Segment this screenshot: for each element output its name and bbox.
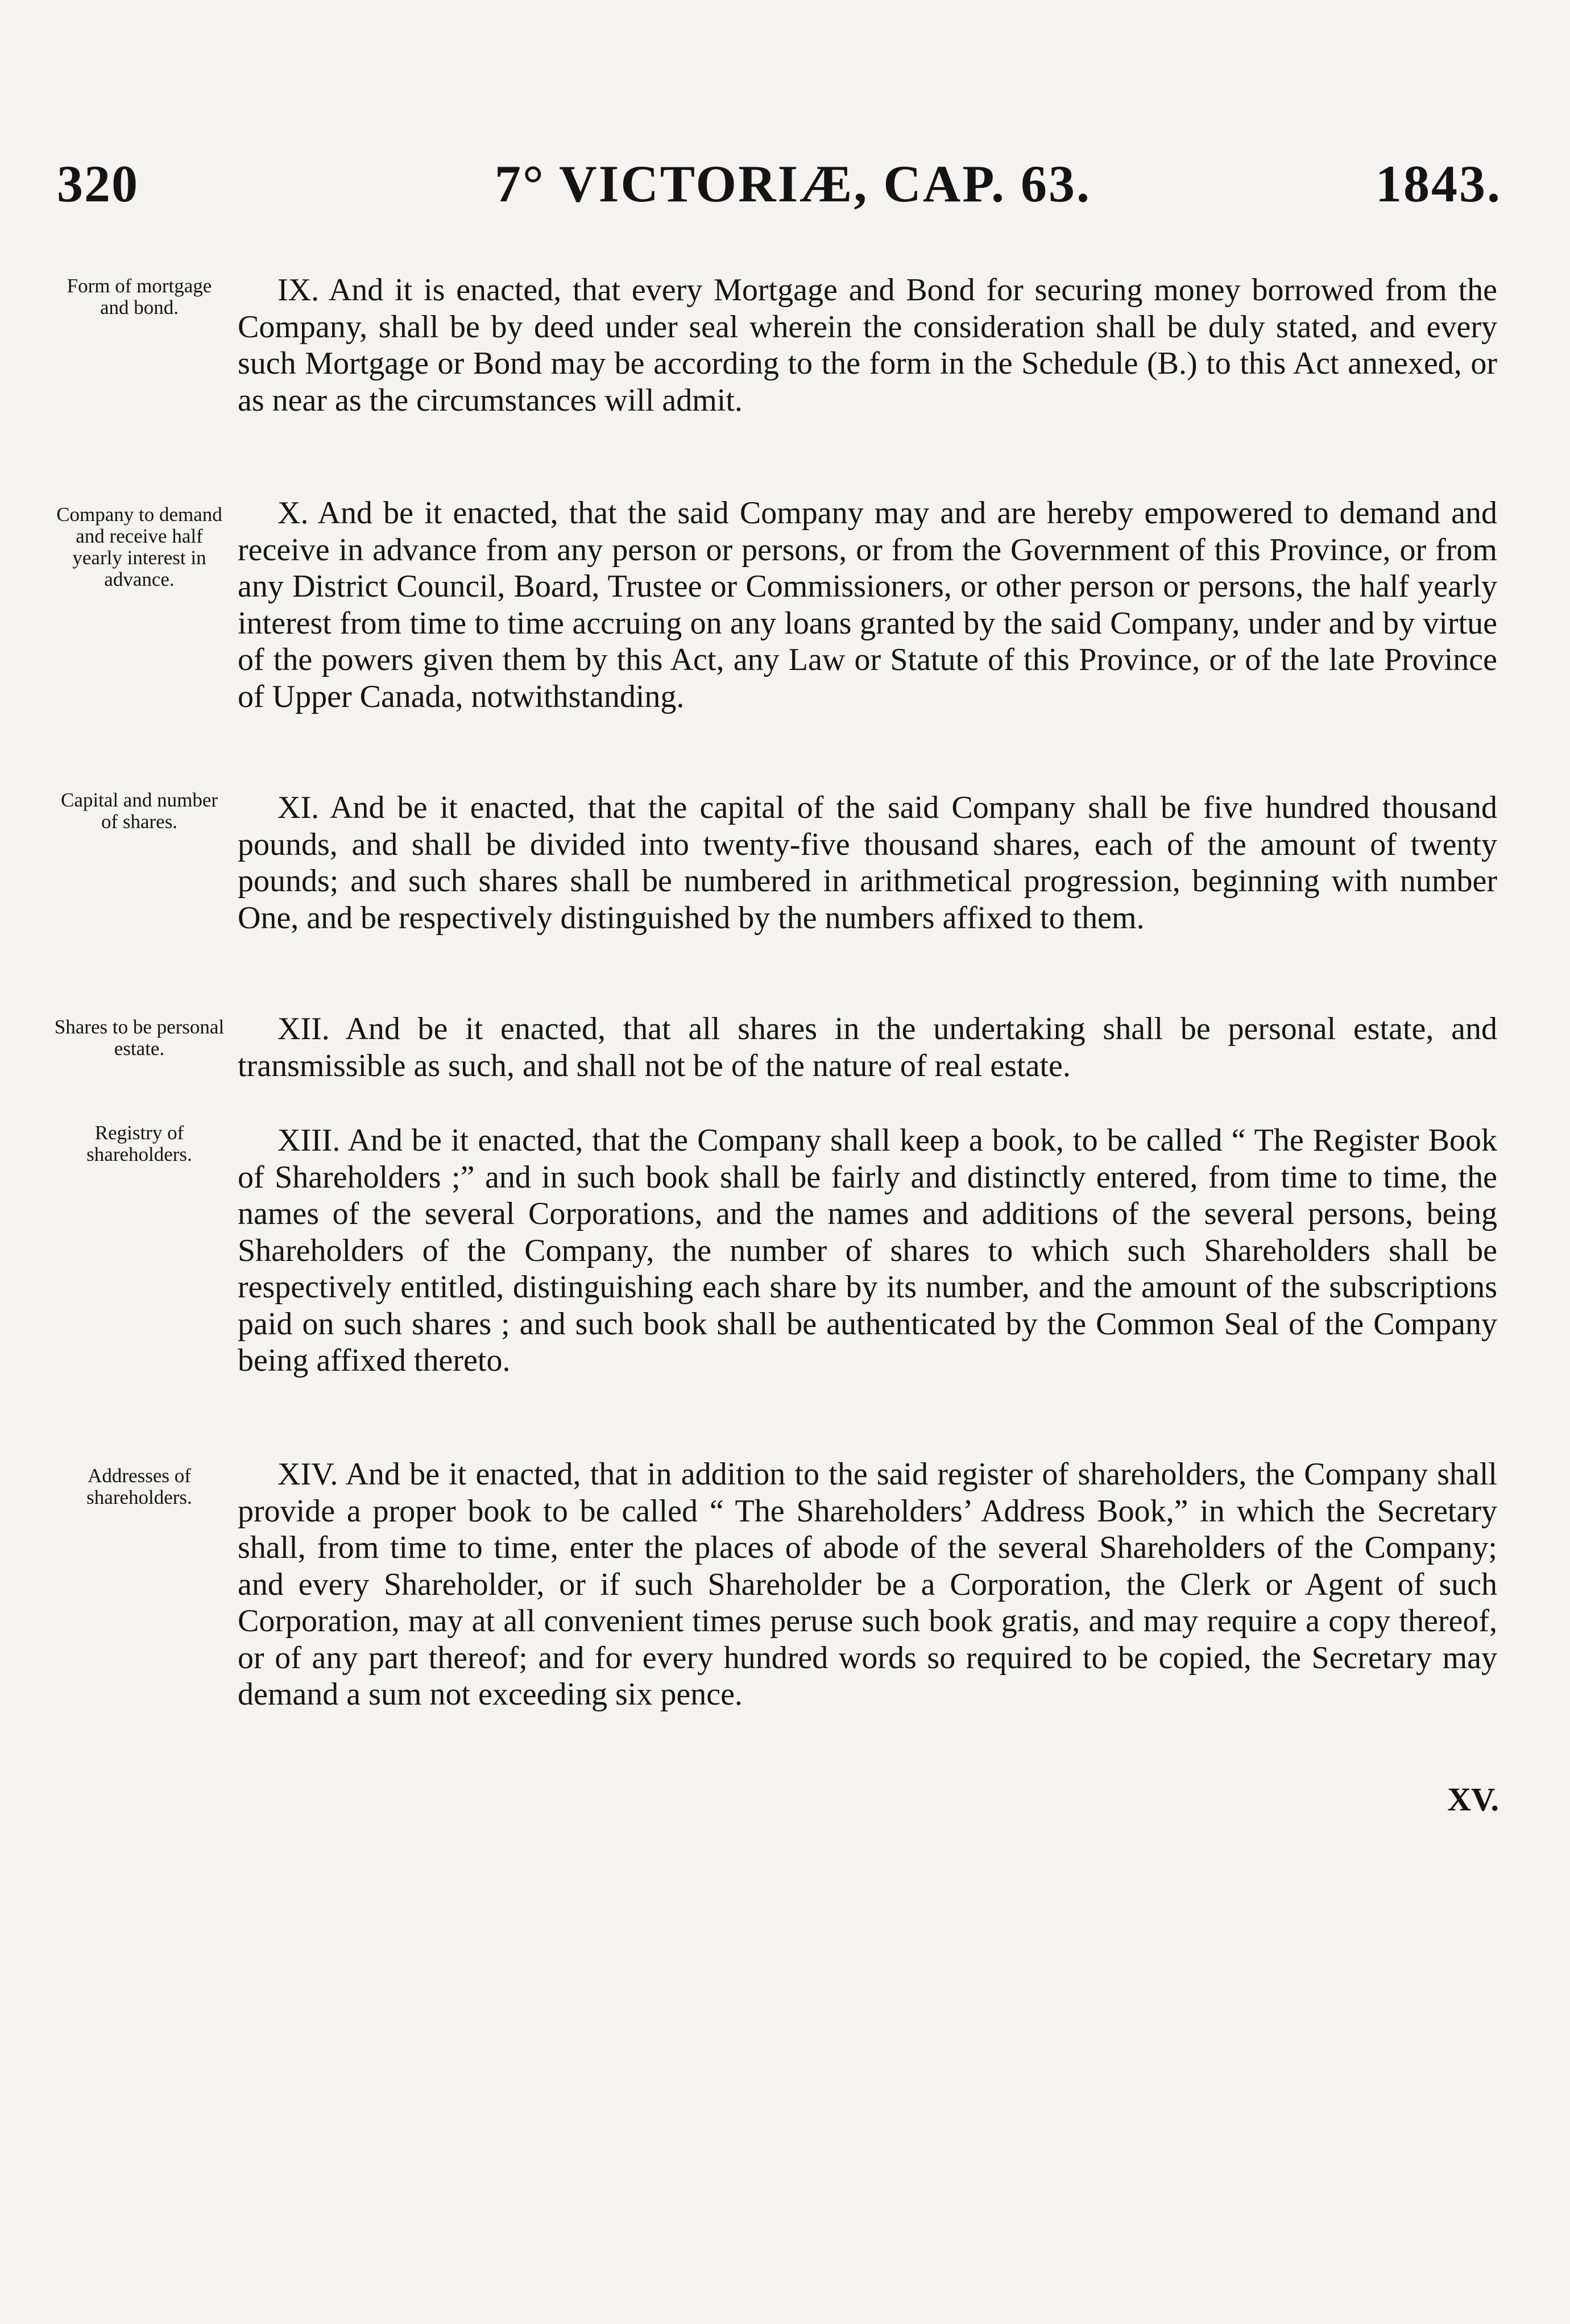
margin-note: Company to demand and receive half yearly interest in advance.: [56, 503, 222, 590]
section-text: XI. And be it enacted, that the capital of the said Company shall be five hundred thousand pounds, and shall be divided into twenty-five thousand shares, each of the amount of twenty pounds; and such shares shall be numbered in arithmetical progression, beginning with number One, and be respectively distinguished by the numbers affixed to them.: [238, 790, 1497, 936]
margin-note: Registry of shareholders.: [86, 1122, 192, 1165]
section-text: XIV. And be it enacted, that in addition to the said register of shareholders, the Company shall provide a proper book to be called “ The Shareholders’ Address Book,” in which the Secretary shall, from time to time, enter the places of abode of the several Shareholders of the Company; and every Shareholder, or if such Shareholder be a Corporation, the Clerk or Agent of such Corporation, may at all convenient times peruse such book gratis, and may require a copy thereof, or of any part thereof; and for every hundred words so required to be copied, the Secretary may demand a sum not exceeding six pence.: [238, 1457, 1497, 1712]
section-text: XIII. And be it enacted, that the Company shall keep a book, to be called “ The Register Book of Shareholders ;” and in such book shall be fairly and distinctly entered, from time to time, the names of the several Corporations, and the names and additions of the several persons, being Shareholders of the Company, the number of shares to which such Shareholders shall be respectively entitled, distinguishing each share by its number, and the amount of the subscriptions paid on such shares ; and such book shall be authenticated by the Common Seal of the Company being affixed thereto.: [238, 1123, 1497, 1378]
margin-note: Shares to be personal estate.: [54, 1016, 225, 1060]
page-number: 320: [57, 155, 139, 213]
section-text: XII. And be it enacted, that all shares in the undertaking shall be personal estate, and transmissible as such, and shall not be of the nature of real estate.: [238, 1011, 1497, 1084]
margin-note: Capital and number of shares.: [60, 789, 218, 833]
section-text: IX. And it is enacted, that every Mortgage and Bond for securing money borrowed from the Company, shall be by deed under seal wherein the consideration shall be duly stated, and every such Mortgage or Bond may be according to the form in the Schedule (B.) to this Act annexed, or as near as the circumstances will admit.: [238, 272, 1497, 418]
page-year: 1843.: [1376, 155, 1502, 213]
page-title: 7° VICTORIÆ, CAP. 63.: [495, 155, 1091, 213]
section-text: X. And be it enacted, that the said Company may and are hereby empowered to demand and receive in advance from any person or persons, or from the Government of this Province, or from any District Council, Board, Trustee or Commissioners, or other person or persons, the half yearly interest from time to time accruing on any loans granted by the said Company, under and by virtue of the powers given them by this Act, any Law or Statute of this Province, or of the late Province of Upper Canada, notwithstanding.: [238, 495, 1497, 714]
catchword: XV.: [1447, 1781, 1499, 1818]
margin-note: Addresses of shareholders.: [86, 1465, 192, 1508]
page-header: [0, 154, 1570, 228]
margin-note: Form of mortgage and bond.: [67, 275, 212, 319]
